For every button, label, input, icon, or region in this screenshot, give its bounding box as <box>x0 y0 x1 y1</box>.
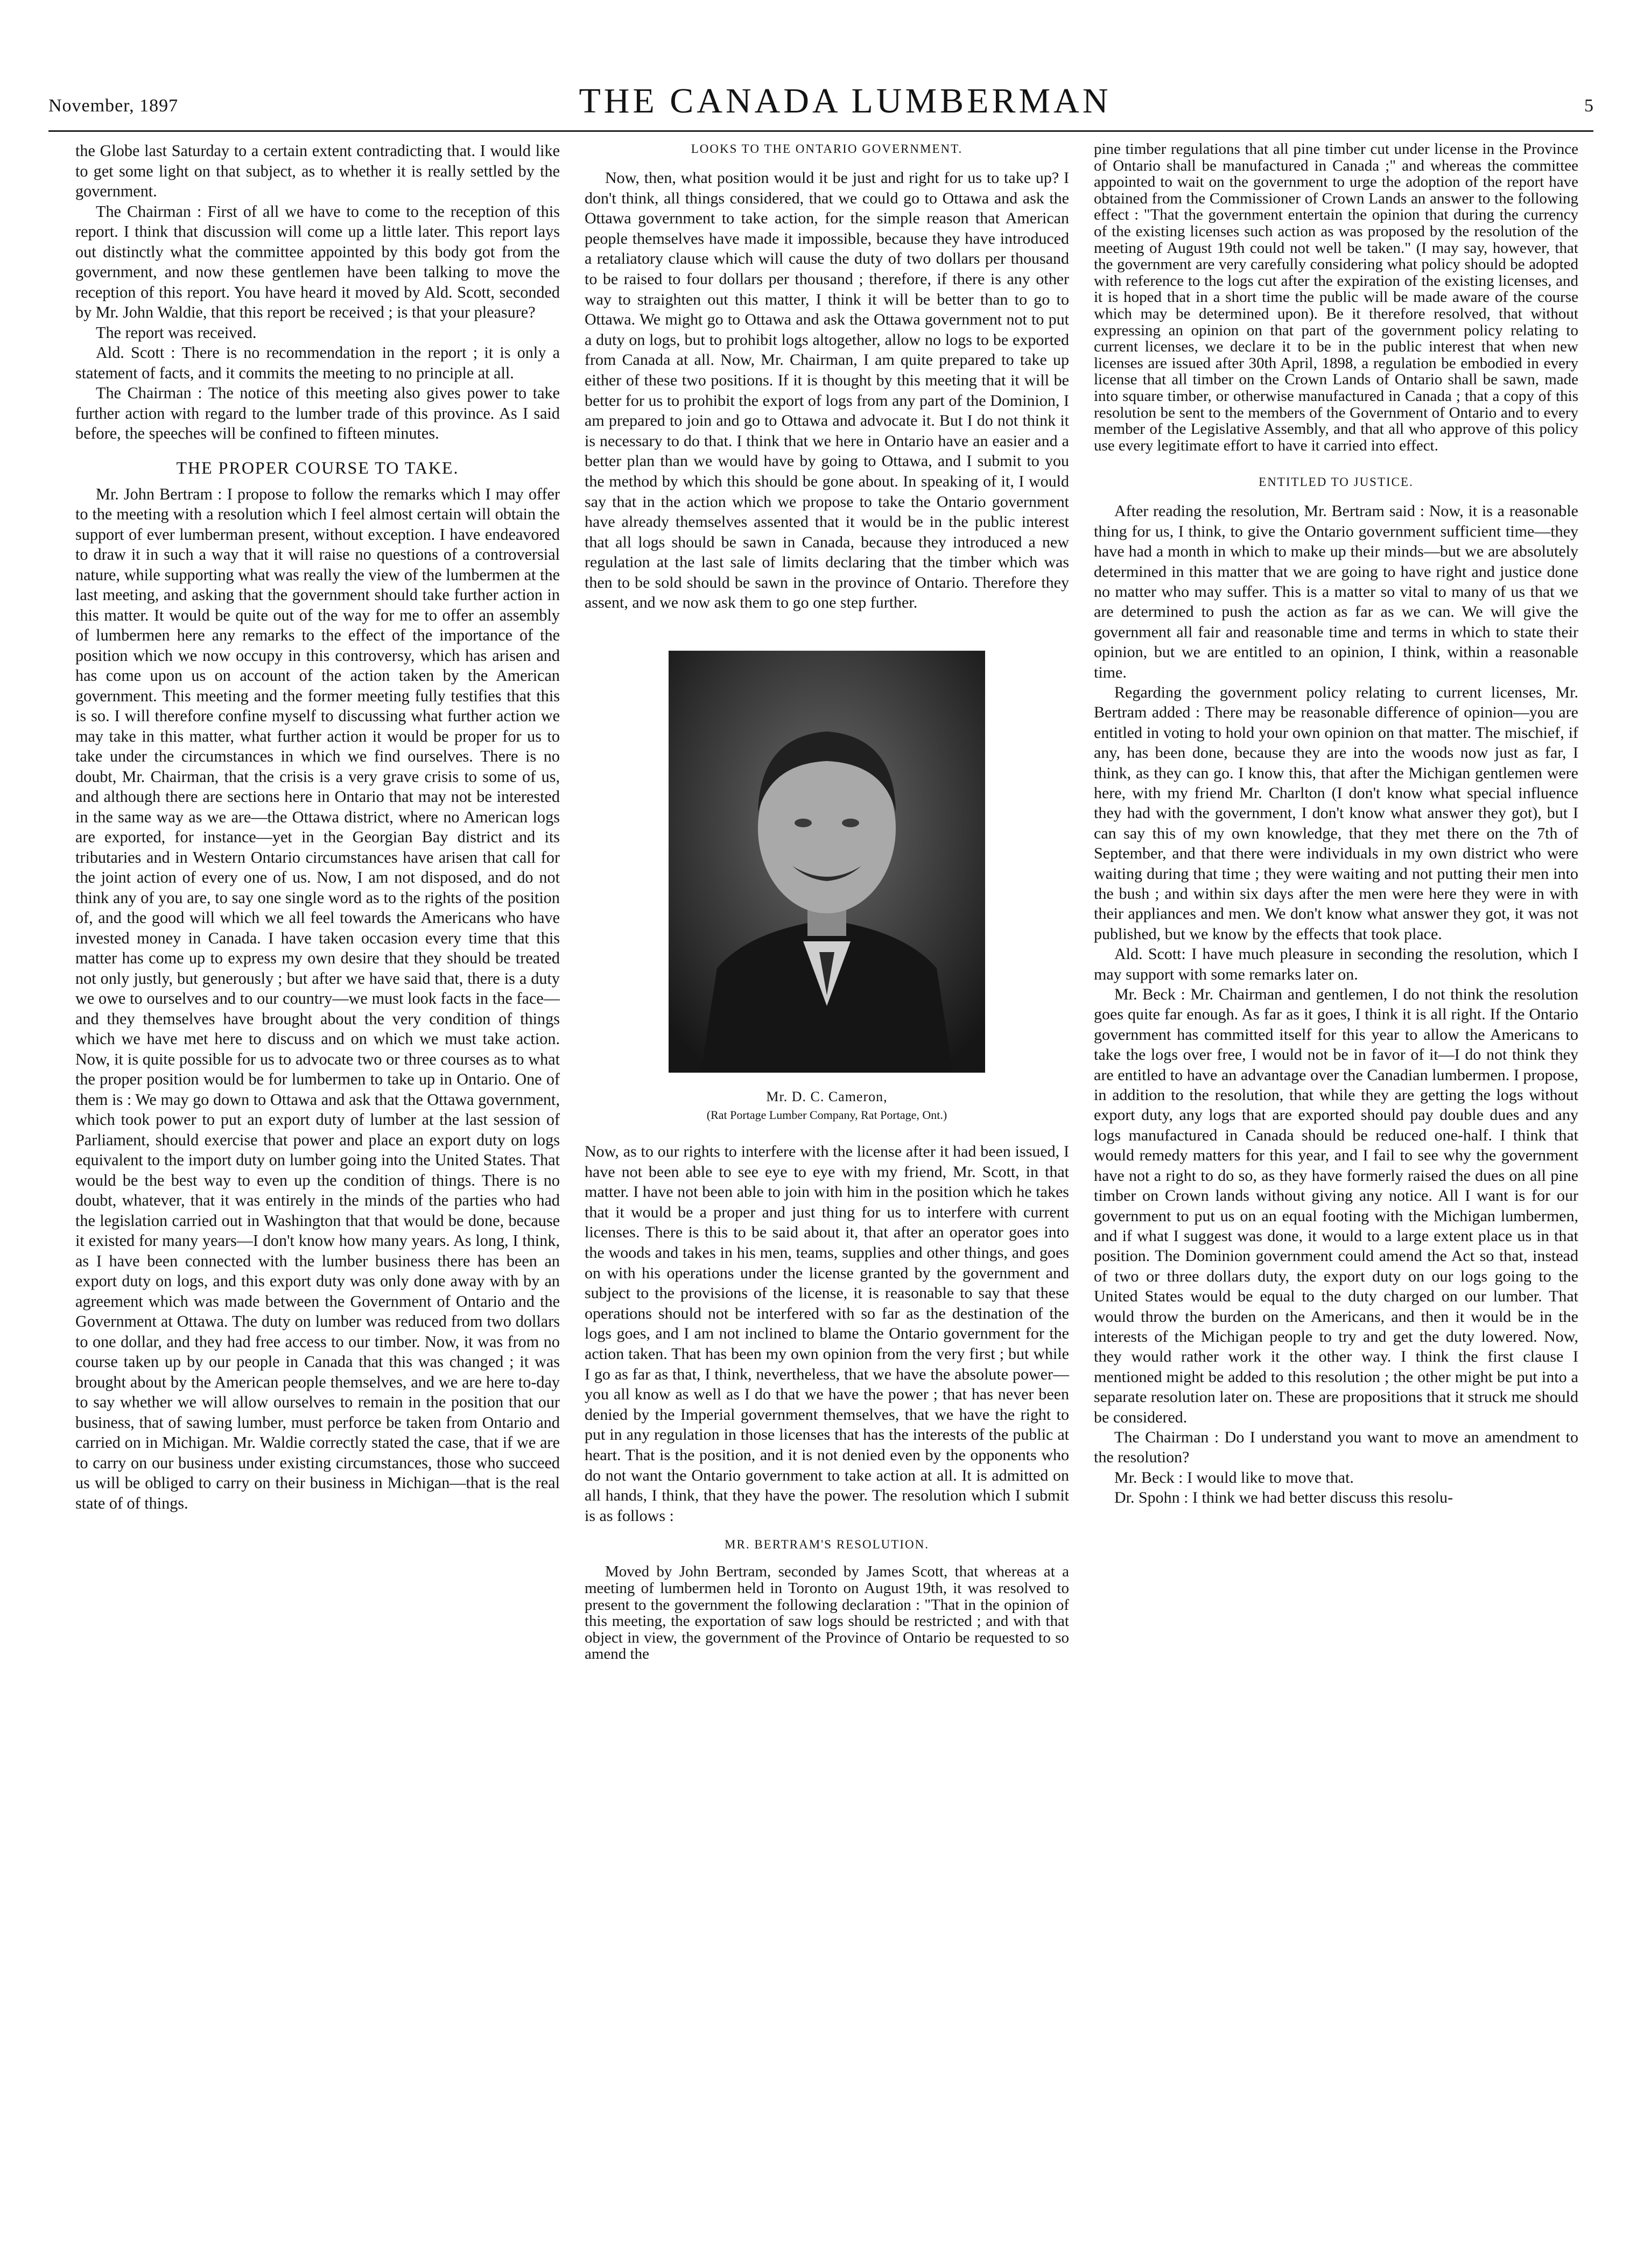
paragraph: pine timber regulations that all pine timber cut under license in the Province of Ontario shall be manufactured in Canada ;" and whereas the committee appointed to wait on the government to urge the adoption of the report have obtained from the Commissioner of Crown Lands an answer to the following effect : "That the government entertain the opinion that during the currency of the existing licenses such action as was proposed by the resolution of the meeting of August 19th could not well be taken." (I may say, however, that the government are very carefully considering what policy should be adopted with reference to the logs cut after the expiration of the existing licenses, and it is hoped that in a short time the public will be made aware of the course which may be determined upon). Be it therefore resolved, that without expressing an opinion on that part of the government policy relating to current licenses, we declare it to be in the public interest that when new licenses are issued after 30th April, 1898, a regulation be embodied in every license that all timber on the Crown Lands of Ontario shall be sawn, made into square timber, or otherwise manufactured in Canada ; that a copy of this resolution be sent to the members of the Government of Ontario and to every member of the Legislative Assembly, and that all who approve of this policy use every legitimate effort to have it carried into effect. <box>1094 140 1578 454</box>
section-heading: MR. BERTRAM'S RESOLUTION. <box>725 1538 929 1552</box>
section-heading: ENTITLED TO JUSTICE. <box>1259 475 1414 489</box>
column-2 <box>585 141 1069 1663</box>
publication-title: THE CANADA LUMBERMAN <box>579 81 1112 121</box>
masthead-rule <box>48 130 1593 132</box>
section-heading: THE PROPER COURSE TO TAKE. <box>176 457 459 477</box>
photo-caption: Mr. D. C. Cameron, <box>766 1089 888 1105</box>
paragraph: Moved by John Bertram, seconded by James Scott, that whereas at a meeting of lumbermen held in Toronto on August 19th, it was resolved to present to the government the following declaration : "That in the opinion of this meeting, the exportation of saw logs should be restricted ; and with that object in view, the government of the Province of Ontario be requested to so amend the <box>585 1563 1069 1663</box>
masthead <box>48 81 1642 140</box>
paragraph: The Chairman : Do I understand you want to move an amendment to the resolution? <box>1094 1428 1578 1467</box>
photo-caption-sub: (Rat Portage Lumber Company, Rat Portage, Ont.) <box>706 1108 947 1122</box>
paragraph: Ald. Scott: I have much pleasure in seconding the resolution, which I may support with some remarks later on. <box>1094 945 1578 983</box>
page-number: 5 <box>1584 96 1593 116</box>
paragraph: The report was received. <box>96 323 257 342</box>
column-1 <box>75 141 560 1513</box>
column-3 <box>1094 141 1578 1508</box>
paragraph: Dr. Spohn : I think we had better discuss this resolu- <box>1114 1489 1453 1507</box>
paragraph: Mr. John Bertram : I propose to follow the remarks which I may offer to the meeting with a resolution which I feel almost certain will obtain the support of ever lumberman present, without exception. I have endeavored to draw it in such a way that it will raise no questions of a controversial nature, while supporting what was really the view of the lumbermen at the last meeting, and asking that the government should take further action in this matter. It would be quite out of the way for me to offer an assembly of lumbermen here any remarks to the effect of the importance of the position which we now occupy in this controversy, which has arisen and has come upon us on account of the action taken by the American government. This meeting and the former meeting fully testifies that this is so. I will therefore confine myself to discussing what further action we may take in this matter, what further action it would be proper for us to take under the circumstances in which we find ourselves. There is no doubt, Mr. Chairman, that the crisis is a very grave crisis to some of us, and although there are sections here in Ontario that may not be interested in the same way as we are—the Ottawa district, where no American logs are exported, for instance—yet in the Georgian Bay district and its tributaries and in Western Ontario circumstances have arisen that call for the joint action of every one of us. Now, I am not disposed, and do not think any of you are, to say one single word as to the rights of the position of, and the good will which we all feel towards the Americans who have invested money in Canada. I have taken occasion every time that this matter has come up to express my own desire that they should be treated not only justly, but generously ; but after we have said that, there is a duty we owe to ourselves and to our country—we must look facts in the face—and they themselves have brought about the very condition of things which we have met here to discuss and on which we must take action. Now, it is quite possible for us to advocate two or three courses as to what the proper position would be for lumbermen to take up in Ontario. One of them is : We may go down to Ottawa and ask that the Ottawa government, which took power to put an export duty of lumber at the last session of Parliament, should exercise that power and place an export duty on logs equivalent to the import duty on lumber going into the United States. That would be the best way to even up the condition of things. There is no doubt, whatever, that it was entirely in the minds of the parties who had the legislation carried out in Washington that that would be done, because it existed for many years—I don't know how many years. As long, I think, as I have been connected with the lumber business there has been an export duty on logs, and this export duty was only done away with by an agreement which was made between the Government of Ontario and the Government at Ottawa. The duty on lumber was reduced from two dollars to one dollar, and they had free access to our timber. Now, it was from no course taken up by our people in Canada that this was changed ; it was brought about by the American people themselves, and we are here to-day to say whether we will allow ourselves to remain in the position that our business, that of sawing lumber, must perforce be taken from Ontario and carried on in Michigan. Mr. Waldie correctly stated the case, that if we are to carry on our business under existing circumstances, those who succeed us will be obliged to carry on their business in Michigan—that is the real state of of things. <box>75 484 560 1512</box>
portrait-photo <box>669 651 985 1073</box>
paragraph: Ald. Scott : There is no recommendation in the report ; it is only a statement of facts, and it commits the meeting to no principle at all. <box>75 343 560 382</box>
paragraph: Now, then, what position would it be just and right for us to take up? I don't think, all things considered, that we could go to Ottawa and ask the Ottawa government to take action, for the simple reason that American people themselves have made it impossible, because they have introduced a retaliatory clause which will cause the duty of two dollars per thousand to be raised to four dollars per thousand ; therefore, if there is any other way to straighten out this matter, I think it will be better than to go to Ottawa. We might go to Ottawa and ask the Ottawa government not to put a duty on logs, but to prohibit logs altogether, allow no logs to be exported from Canada at all. Now, Mr. Chairman, I am quite prepared to take up either of these two positions. If it is thought by this meeting that it will be better for us to prohibit the export of logs from any part of the Dominion, I am prepared to join and go to Ottawa and advocate it. But I do not think it is necessary to do that. I think that we here in Ontario have an easier and a better plan than we would have by going to Ottawa, and I submit to you the method by which this should be gone about. In speaking of it, I would say that in the action which we propose to take the Ontario government have already themselves assented that it would be in the public interest that all logs should be sawn in Canada, because they introduced a new regulation at the last sale of limits declaring that the timber which was then to be sold should be sawn in the province of Ontario. Therefore they assent, and we now ask them to go one step further. <box>585 169 1069 612</box>
paragraph: After reading the resolution, Mr. Bertram said : Now, it is a reasonable thing for us, I think, to give the Ontario government sufficient time—they have had a month in which to make up their minds—but we are absolutely determined in this matter that we are going to have right and justice done no matter who may suffer. This is a matter so vital to many of us that we are determined to push the action as far as we can. We will give the government all fair and reasonable time and terms in which to state their opinion, but we are entitled to an opinion, I think, within a reasonable time. <box>1094 502 1578 681</box>
portrait-image <box>669 651 985 1073</box>
paragraph: Now, as to our rights to interfere with the license after it had been issued, I have not been able to see eye to eye with my friend, Mr. Scott, in that matter. I have not been able to join with him in the position which he takes that it would be a proper and just thing for us to interfere with current licenses. There is this to be said about it, that after an operator goes into the woods and takes in his men, teams, supplies and other things, and goes on with his operations under the license granted by the government and subject to the provisions of the license, it is reasonable to say that these operations should not be interfered with so far as the destination of the logs goes, and I am not inclined to blame the Ontario government for the action taken. That has been my own opinion from the very first ; but while I go as far as that, I think, nevertheless, that we have the absolute power—you all know as well as I do that we have the power ; that has never been denied by the Imperial government themselves, that we have the right to put in any regulation in those licenses that has the interests of the public at heart. That is the position, and it is not denied even by the opponents who do not want the Ontario government to take action at all. It is admitted on all hands, I think, that they have the power. The resolution which I submit is as follows : <box>585 1143 1069 1525</box>
paragraph: Regarding the government policy relating to current licenses, Mr. Bertram added : There may be reasonable difference of opinion—you are entitled in voting to hold your own opinion on that matter. The mischief, if any, has been done, because they are into the woods now just as far, I think, as they can go. I know this, that after the Michigan gentlemen were here, with my friend Mr. Charlton (I don't know what special influence they had with the government, I don't know what answer they got), but I can say this of my own knowledge, that they met there on the 7th of September, and that there were individuals in my own district who were waiting during that time ; they were waiting and not putting their men into the bush ; and within six days after the men were here they were in with their appliances and men. We don't know what answer they got, it was not published, but we know by the effects that took place. <box>1094 683 1578 943</box>
section-heading: LOOKS TO THE ONTARIO GOVERNMENT. <box>691 142 963 156</box>
paragraph: The Chairman : The notice of this meeting also gives power to take further action with regard to the lumber trade of this province. As I said before, the speeches will be confined to fifteen minutes. <box>75 384 560 442</box>
issue-date: November, 1897 <box>48 96 179 116</box>
resolution-text <box>585 1563 1069 1663</box>
paragraph: The Chairman : First of all we have to come to the reception of this report. I think that discussion will come up a little later. This report lays out distinctly what the committee appointed by this body got from the government, and now these gentlemen have been talking to move the reception of this report. You have heard it moved by Ald. Scott, seconded by Mr. John Waldie, that this report be received ; is that your pleasure? <box>75 202 560 321</box>
paragraph: the Globe last Saturday to a certain extent contradicting that. I would like to get some light on that subject, as to whether it is really settled by the government. <box>75 142 560 200</box>
resolution-text <box>1094 141 1578 454</box>
paragraph: Mr. Beck : Mr. Chairman and gentlemen, I do not think the resolution goes quite far enough. As far as it goes, I think it is all right. If the Ontario government has committed itself for this year to allow the Americans to take the logs over free, I would not be in favor of it—I do not think they are entitled to have an advantage over the Canadian lumbermen. I propose, in addition to the resolution, that while they are getting the logs without export duty, any logs that are exported should pay double dues and any logs manufactured in Canada should be reduced one-half. I think that would remedy matters for this year, and I fail to see why the government have not a right to do so, as they have formerly raised the dues on all pine timber on Crown lands without giving any notice. All I want is for our government to put us on an equal footing with the Michigan lumbermen, and if what I suggest was done, it would to a large extent place us in that position. The Dominion government could amend the Act so that, instead of two or three dollars duty, the export duty on our logs going to the United States would be equal to the duty charged on our lumber. That would throw the burden on the Americans, and then it would be in the interests of the Michigan people to try and get the duty lowered. Now, they would rather work it the other way. I think the first clause I mentioned might be added to this resolution ; the other might be put into a separate resolution later on. These are propositions that it struck me should be considered. <box>1094 985 1578 1426</box>
paragraph: Mr. Beck : I would like to move that. <box>1114 1468 1354 1487</box>
